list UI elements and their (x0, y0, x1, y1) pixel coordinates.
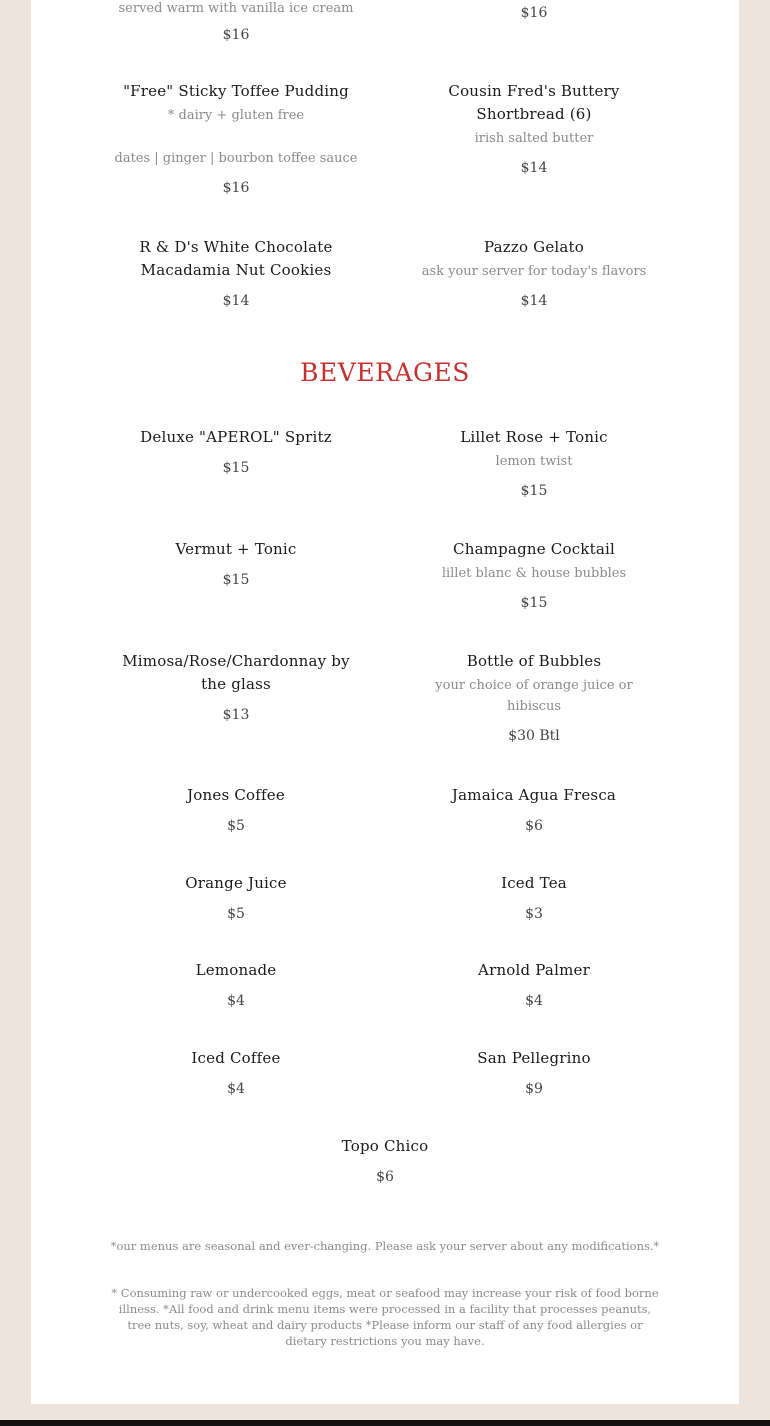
item-name: Vermut + Tonic (175, 540, 297, 558)
item-name: Arnold Palmer (478, 961, 590, 979)
item-price: $4 (525, 993, 543, 1009)
item-price: $14 (520, 160, 548, 176)
item-name: Deluxe "APEROL" Spritz (140, 428, 332, 446)
menu-item-orange-juice (111, 872, 361, 924)
menu-item-lillet-rose-tonic (409, 426, 659, 501)
item-price: $5 (227, 906, 245, 922)
menu-item-jamaica-agua-fresca (409, 784, 659, 836)
item-price: $6 (376, 1169, 394, 1185)
item-name: San Pellegrino (477, 1049, 591, 1067)
item-name: Pazzo Gelato (483, 238, 585, 256)
item-price: $4 (227, 993, 245, 1009)
menu-item-jones-coffee (111, 784, 361, 836)
item-price: $30 Btl (508, 728, 560, 744)
item-dietary-note: * dairy + gluten free (167, 108, 305, 123)
item-name: Jones Coffee (187, 786, 285, 804)
item-description: irish salted butter (474, 131, 594, 146)
menu-item-arnold-palmer (409, 959, 659, 1011)
item-name: Champagne Cocktail (453, 540, 615, 558)
item-name: Iced Coffee (191, 1049, 281, 1067)
section-title-beverages: BEVERAGES (300, 358, 470, 387)
menu-item-vermut-tonic (111, 538, 361, 590)
menu-item-aperol-spritz (111, 426, 361, 478)
item-description: lemon twist (495, 454, 573, 469)
item-name: Orange Juice (185, 874, 287, 892)
item-description: served warm with vanilla ice cream (118, 1, 354, 16)
item-name: Jamaica Agua Fresca (451, 786, 617, 804)
item-name: Cousin Fred's Buttery Shortbread (6) (448, 82, 620, 123)
item-name: Lemonade (195, 961, 277, 979)
menu-item-topo-chico (260, 1135, 510, 1187)
menu-item-shortbread (409, 80, 659, 178)
item-name: Topo Chico (341, 1137, 429, 1155)
menu-item-san-pellegrino (409, 1047, 659, 1099)
item-description: your choice of orange juice or hibiscus (435, 678, 633, 714)
item-name: Mimosa/Rose/Chardonnay by the glass (122, 652, 350, 693)
item-price: $9 (525, 1081, 543, 1097)
menu-item-dessert-warm (111, 0, 361, 45)
item-name: R & D's White Chocolate Macadamia Nut Cookies (139, 238, 333, 279)
item-name: Lillet Rose + Tonic (460, 428, 608, 446)
item-price: $16 (222, 180, 250, 196)
item-description: ask your server for today's flavors (421, 264, 647, 279)
menu-item-champagne-cocktail (409, 538, 659, 613)
menu-item-sticky-toffee-pudding (111, 80, 361, 198)
seasonal-menu-note: *our menus are seasonal and ever-changing. Please ask your server about any modifications.* (110, 1239, 660, 1253)
item-price: $16 (520, 5, 548, 21)
item-price: $16 (222, 27, 250, 43)
item-price: $5 (227, 818, 245, 834)
item-name: Bottle of Bubbles (466, 652, 602, 670)
menu-item-bottle-of-bubbles (409, 650, 659, 746)
menu-item-mimosa-rose-chardonnay (111, 650, 361, 725)
allergy-disclaimer: * Consuming raw or undercooked eggs, meat or seafood may increase your risk of food borne illness. *All food and drink menu items were processed in a facility that processes peanuts, tree nuts, soy, wheat and dairy products *Please inform our staff of any food allergies or dietary restrictions you may have. (111, 1286, 659, 1348)
item-price: $14 (520, 293, 548, 309)
menu-item-pazzo-gelato (409, 236, 659, 311)
item-price: $13 (222, 707, 250, 723)
menu-item-lemonade (111, 959, 361, 1011)
item-price: $15 (520, 595, 548, 611)
bottom-border (0, 1420, 770, 1426)
item-description: lillet blanc & house bubbles (441, 566, 627, 581)
menu-item-iced-coffee (111, 1047, 361, 1099)
item-description: dates | ginger | bourbon toffee sauce (114, 151, 358, 166)
item-price: $3 (525, 906, 543, 922)
item-price: $15 (520, 483, 548, 499)
item-name: Iced Tea (501, 874, 567, 892)
item-price: $14 (222, 293, 250, 309)
menu-item-dessert-right-top (409, 3, 659, 23)
item-price: $15 (222, 460, 250, 476)
item-price: $15 (222, 572, 250, 588)
menu-item-iced-tea (409, 872, 659, 924)
menu-item-cookies (111, 236, 361, 311)
item-name: "Free" Sticky Toffee Pudding (123, 82, 349, 100)
item-price: $6 (525, 818, 543, 834)
item-price: $4 (227, 1081, 245, 1097)
